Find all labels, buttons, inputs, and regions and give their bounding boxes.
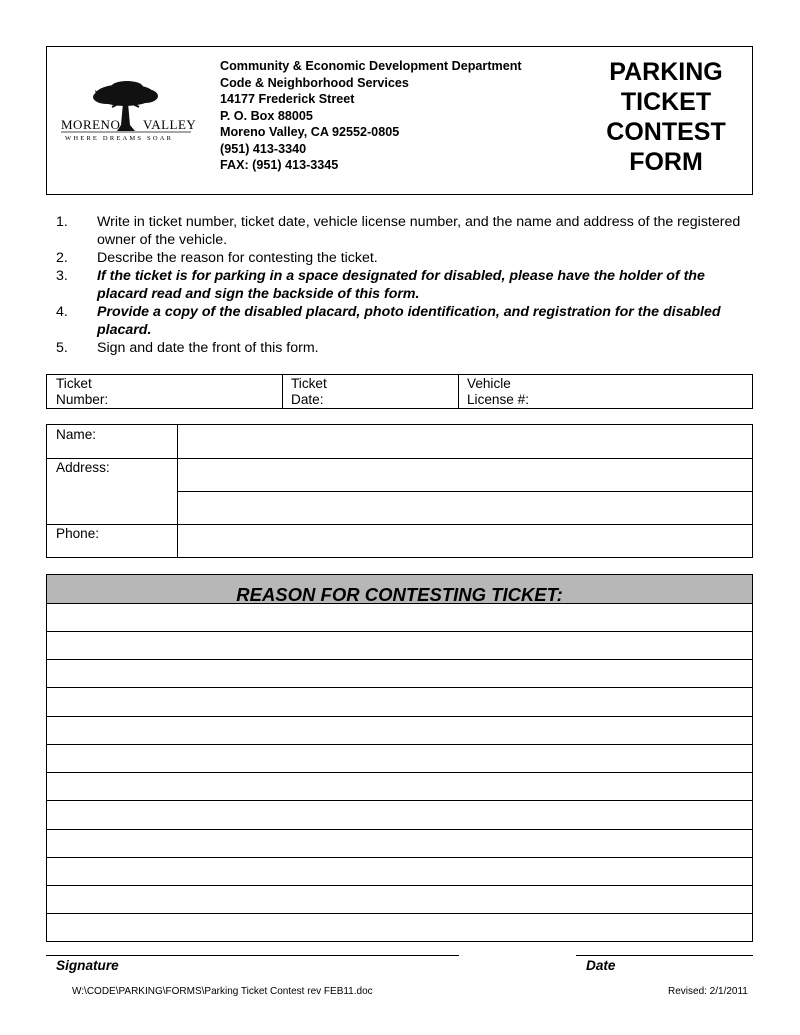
logo-tagline: WHERE DREAMS SOAR bbox=[65, 135, 174, 142]
phone-label: Phone: bbox=[56, 526, 100, 541]
instruction-text: If the ticket is for parking in a space designated for disabled, please have the holder of the placard read and sign the backside of this form. bbox=[97, 268, 705, 302]
reason-line bbox=[47, 744, 752, 745]
reason-heading-bar bbox=[47, 575, 752, 604]
reason-line bbox=[47, 913, 752, 914]
vehicle-license-label: Vehicle bbox=[467, 376, 511, 391]
department-address bbox=[220, 58, 522, 174]
reason-line bbox=[47, 772, 752, 773]
date-line[interactable] bbox=[576, 955, 753, 956]
ticket-date-field[interactable] bbox=[283, 375, 459, 408]
dept-line: Community & Economic Development Department bbox=[220, 59, 522, 73]
reason-section[interactable] bbox=[46, 574, 753, 942]
instruction-text: Write in ticket number, ticket date, vehicle license number, and the name and address of the registered owner of the vehicle. bbox=[97, 214, 741, 248]
dept-line: 14177 Frederick Street bbox=[220, 92, 355, 106]
revised-date: Revised: 2/1/2011 bbox=[668, 986, 748, 997]
instruction-number: 2. bbox=[56, 250, 68, 266]
instruction-text: Describe the reason for contesting the ticket. bbox=[97, 250, 378, 266]
header-box bbox=[46, 46, 753, 195]
instruction-item bbox=[56, 267, 756, 303]
owner-info-table bbox=[46, 424, 753, 558]
date-label: Date bbox=[586, 958, 616, 973]
address-label: Address: bbox=[56, 460, 110, 475]
dept-line: P. O. Box 88005 bbox=[220, 108, 313, 123]
dept-line: FAX: (951) 413-3345 bbox=[220, 158, 339, 172]
instruction-item bbox=[56, 339, 756, 357]
reason-line bbox=[47, 857, 752, 858]
instruction-number: 3. bbox=[56, 268, 68, 284]
instruction-item bbox=[56, 213, 756, 249]
logo-city-left: MORENO bbox=[61, 117, 121, 132]
name-label: Name: bbox=[56, 427, 97, 442]
title-line: FORM bbox=[629, 148, 703, 176]
form-title bbox=[592, 57, 740, 177]
instruction-number: 4. bbox=[56, 304, 68, 320]
title-line: TICKET bbox=[620, 88, 712, 116]
reason-heading: REASON FOR CONTESTING TICKET: bbox=[236, 584, 563, 605]
signature-line[interactable] bbox=[46, 955, 459, 956]
address-input-line-2[interactable] bbox=[178, 492, 752, 524]
instruction-item bbox=[56, 303, 756, 339]
name-input[interactable] bbox=[178, 425, 752, 458]
reason-line bbox=[47, 716, 752, 717]
signature-label: Signature bbox=[56, 958, 119, 973]
reason-line bbox=[47, 659, 752, 660]
reason-line bbox=[47, 687, 752, 688]
document-path: W:\CODE\PARKING\FORMS\Parking Ticket Contest rev FEB11.doc bbox=[72, 986, 373, 997]
title-line: CONTEST bbox=[606, 118, 726, 146]
reason-line bbox=[47, 800, 752, 801]
ticket-info-row bbox=[46, 374, 753, 409]
reason-line bbox=[47, 829, 752, 830]
dept-line: Code & Neighborhood Services bbox=[220, 75, 409, 90]
dept-line: Moreno Valley, CA 92552-0805 bbox=[220, 125, 400, 139]
vehicle-license-label-2: License #: bbox=[467, 392, 529, 407]
ticket-number-field[interactable] bbox=[47, 375, 283, 408]
instruction-text: Provide a copy of the disabled placard, photo identification, and registration for the disabled placard. bbox=[97, 304, 721, 338]
reason-line bbox=[47, 631, 752, 632]
instruction-text: Sign and date the front of this form. bbox=[97, 340, 319, 356]
ticket-number-label-2: Number: bbox=[56, 392, 109, 407]
ticket-number-label: Ticket bbox=[56, 376, 92, 391]
logo-city-right: VALLEY bbox=[143, 117, 197, 132]
instruction-item bbox=[56, 249, 756, 267]
reason-line bbox=[47, 885, 752, 886]
instruction-number: 5. bbox=[56, 340, 68, 356]
ticket-date-label-2: Date: bbox=[291, 392, 324, 407]
dept-line: (951) 413-3340 bbox=[220, 141, 307, 156]
ticket-date-label: Ticket bbox=[291, 376, 327, 391]
city-logo bbox=[57, 81, 197, 151]
title-line: PARKING bbox=[609, 58, 723, 86]
instruction-number: 1. bbox=[56, 214, 68, 230]
instructions-list bbox=[56, 213, 756, 357]
phone-input[interactable] bbox=[178, 525, 752, 557]
address-input-line-1[interactable] bbox=[178, 459, 752, 491]
vehicle-license-field[interactable] bbox=[459, 375, 752, 408]
